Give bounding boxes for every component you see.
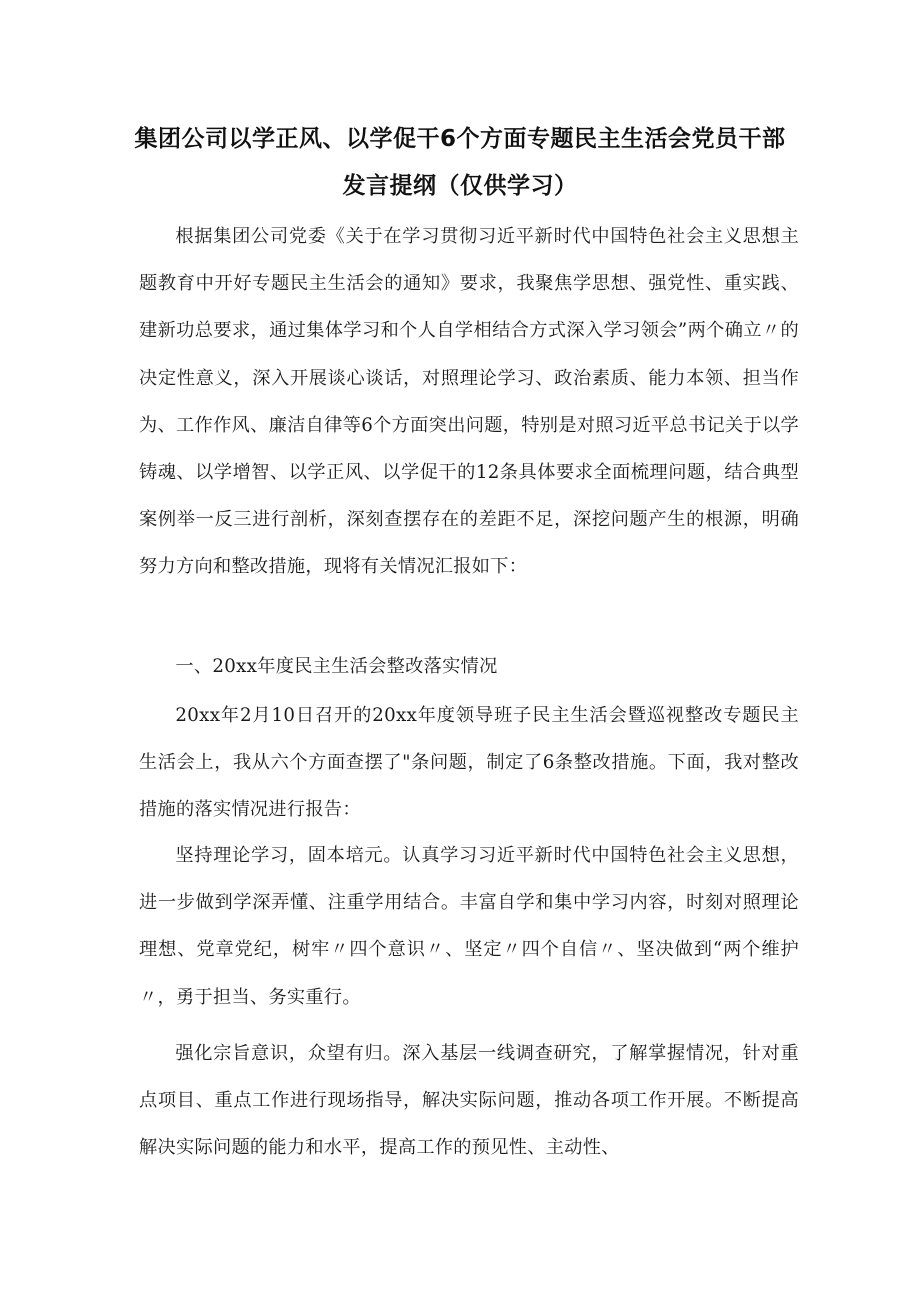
rectification-paragraph: 20xx年2月10日召开的20xx年度领导班子民主生活会暨巡视整改专题民主生活会上，我从六个方面查摆了"条问题，制定了6条整改措施。下面，我对整改措施的落实情况进行报告：: [139, 705, 799, 821]
document-title-line-2: 发言提纲（仅供学习）: [342, 173, 578, 199]
theory-study-paragraph: 坚持理论学习，固本培元。认真学习习近平新时代中国特色社会主义思想，进一步做到学深弄懂、注重学用结合。丰富自学和集中学习内容，时刻对照理论理想、党章党纪，树牢〃四个意识〃、坚定〃四个自信〃、坚决做到“两个维护〃，勇于担当、务实重行。: [139, 845, 799, 1008]
intro-paragraph: 根据集团公司党委《关于在学习贯彻习近平新时代中国特色社会主义思想主题教育中开好专题民主生活会的通知》要求，我聚焦学思想、强党性、重实践、建新功总要求，通过集体学习和个人自学相结合方式深入学习领会”两个确立〃的决定性意义，深入开展谈心谈话，对照理论学习、政治素质、能力本领、担当作为、工作作风、廉洁自律等6个方面突出问题，特别是对照习近平总书记关于以学铸魂、以学增智、以学正风、以学促干的12条具体要求全面梳理问题，结合典型案例举一反三进行剖析，深刻查摆存在的差距不足，深挖问题产生的根源，明确努力方向和整改措施，现将有关情况汇报如下：: [139, 226, 799, 578]
document-title-line-1: 集团公司以学正风、以学促干6个方面专题民主生活会党员干部: [134, 126, 786, 152]
section-heading: 一、20xx年度民主生活会整改落实情况: [175, 656, 498, 677]
purpose-awareness-paragraph: 强化宗旨意识，众望有归。深入基层一线调查研究，了解掌握情况，针对重点项目、重点工作进行现场指导，解决实际问题，推动各项工作开展。不断提高解决实际问题的能力和水平，提高工作的预见性、主动性、: [139, 1043, 799, 1159]
